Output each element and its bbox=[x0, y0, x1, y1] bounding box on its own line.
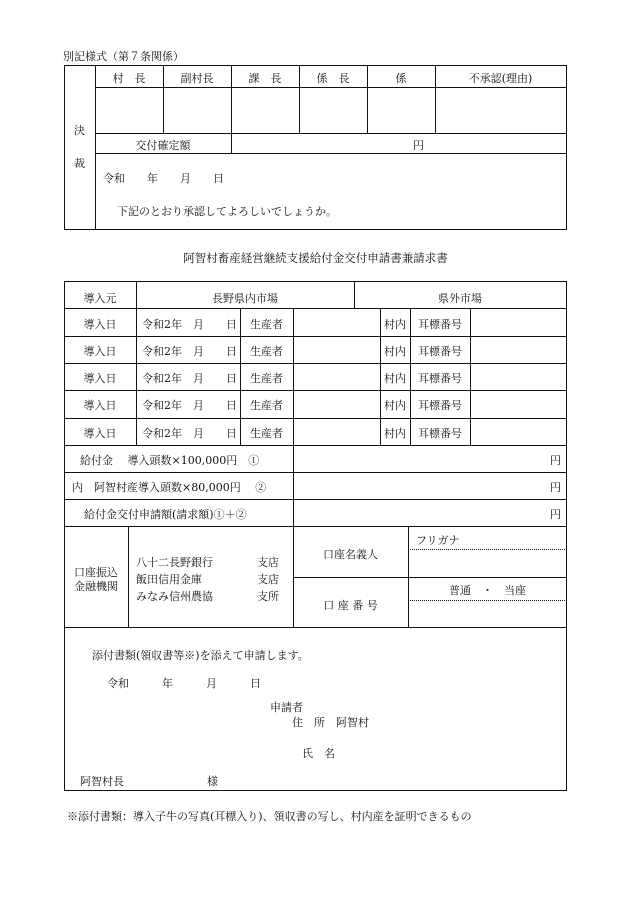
calc-benefit-unit: 円 bbox=[550, 454, 561, 467]
furigana-label: フリガナ bbox=[416, 534, 460, 547]
approval-side-label-1: 決 bbox=[74, 124, 85, 137]
row-label: 導入日 bbox=[83, 399, 117, 412]
row-date: 令和2年 月 日 bbox=[142, 372, 237, 385]
row-producer: 生産者 bbox=[250, 345, 283, 358]
calc-total-label: 給付金交付申請額(請求額)①＋② bbox=[84, 508, 247, 521]
row-tag: 耳標番号 bbox=[418, 399, 462, 412]
document-title: 阿智村畜産経営継続支援給付金交付申請書兼請求書 bbox=[183, 251, 448, 265]
bank-branch-82: 支店 bbox=[257, 556, 279, 569]
calc-local-unit: 円 bbox=[550, 481, 561, 494]
row-label: 導入日 bbox=[83, 318, 117, 331]
intro-inside-market: 長野県内市場 bbox=[212, 292, 278, 305]
bank-label-2: 金融機関 bbox=[74, 580, 118, 593]
approval-text: 下記のとおり承認してよろしいでしょうか。 bbox=[117, 205, 337, 218]
row-date: 令和2年 月 日 bbox=[142, 318, 237, 331]
row-label: 導入日 bbox=[83, 427, 117, 440]
row-tag: 耳標番号 bbox=[418, 427, 462, 440]
applicant-name: 氏 名 bbox=[302, 747, 335, 760]
row-producer: 生産者 bbox=[250, 427, 283, 440]
row-date: 令和2年 月 日 bbox=[142, 345, 237, 358]
bank-name-ja: みなみ信州農協 bbox=[136, 590, 213, 603]
header-staff: 係 bbox=[395, 72, 407, 85]
row-village: 村内 bbox=[384, 399, 406, 412]
attach-text: 添付書類(領収書等※)を添えて申請します。 bbox=[92, 649, 309, 662]
row-village: 村内 bbox=[384, 427, 406, 440]
calc-total-unit: 円 bbox=[550, 508, 561, 521]
bank-name-iida: 飯田信用金庫 bbox=[136, 573, 202, 586]
form-reference: 別記様式（第７条関係） bbox=[63, 50, 184, 63]
row-tag: 耳標番号 bbox=[418, 318, 462, 331]
application-date: 令和 年 月 日 bbox=[107, 677, 261, 690]
row-producer: 生産者 bbox=[250, 399, 283, 412]
account-holder-label: 口座名義人 bbox=[323, 548, 378, 561]
addressee: 阿智村長 bbox=[80, 775, 124, 788]
amount-label: 交付確定額 bbox=[135, 139, 191, 152]
header-subsection-chief: 係 長 bbox=[316, 72, 350, 85]
amount-unit: 円 bbox=[413, 139, 424, 152]
row-tag: 耳標番号 bbox=[418, 345, 462, 358]
row-village: 村内 bbox=[384, 372, 406, 385]
bank-branch-iida: 支店 bbox=[257, 573, 279, 586]
header-disapproval: 不承認(理由) bbox=[468, 72, 533, 85]
row-label: 導入日 bbox=[83, 345, 117, 358]
bank-branch-ja: 支所 bbox=[257, 590, 279, 603]
row-village: 村内 bbox=[384, 318, 406, 331]
row-date: 令和2年 月 日 bbox=[142, 399, 237, 412]
intro-label: 導入元 bbox=[83, 292, 117, 305]
calc-benefit-label: 給付金 導入頭数×100,000円 ① bbox=[80, 454, 260, 467]
account-number-label: 口 座 番 号 bbox=[323, 599, 378, 612]
addressee-honorific: 様 bbox=[207, 775, 218, 788]
applicant-label: 申請者 bbox=[270, 701, 303, 714]
header-section-chief: 課 長 bbox=[248, 72, 282, 85]
approval-date: 令和 年 月 日 bbox=[103, 172, 224, 185]
header-vice-mayor: 副村長 bbox=[180, 72, 214, 85]
applicant-address: 住 所 阿智村 bbox=[292, 716, 369, 729]
calc-local-label: 内 阿智村産導入頭数×80,000円 ② bbox=[72, 481, 267, 494]
row-village: 村内 bbox=[384, 345, 406, 358]
header-mayor: 村 長 bbox=[112, 72, 146, 85]
intro-outside-market: 県外市場 bbox=[438, 292, 482, 305]
row-producer: 生産者 bbox=[250, 372, 283, 385]
bank-label-1: 口座振込 bbox=[74, 566, 118, 579]
footnote: ※添付書類：導入子牛の写真(耳標入り)、領収書の写し、村内産を証明できるもの bbox=[67, 810, 472, 823]
row-producer: 生産者 bbox=[250, 318, 283, 331]
bank-name-82: 八十二長野銀行 bbox=[136, 556, 213, 569]
row-tag: 耳標番号 bbox=[418, 372, 462, 385]
row-label: 導入日 bbox=[83, 372, 117, 385]
account-type: 普通 ・ 当座 bbox=[449, 584, 526, 597]
row-date: 令和2年 月 日 bbox=[142, 427, 237, 440]
approval-side-label-2: 裁 bbox=[74, 157, 85, 170]
